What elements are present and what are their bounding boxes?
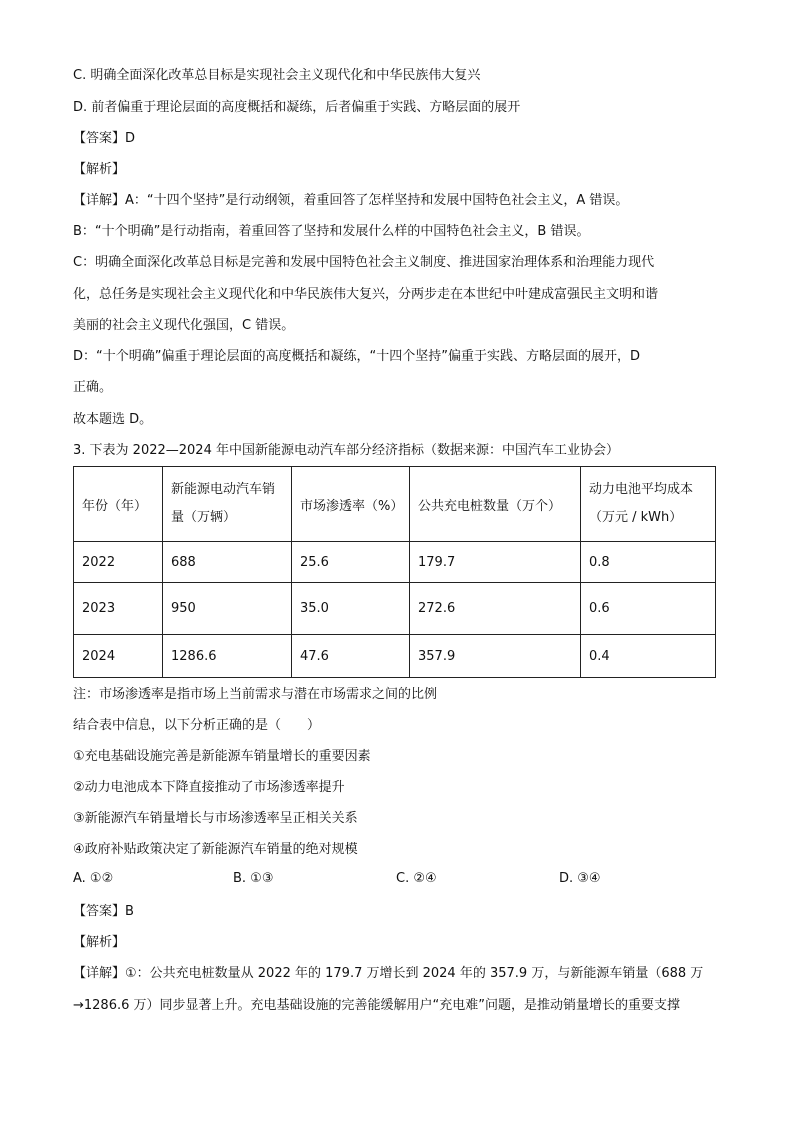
table-cell: 357.9 [410,635,581,678]
statement-2: ②动力电池成本下降直接推动了市场渗透率提升 [73,780,345,795]
table-row [74,542,716,583]
answer-options [73,871,723,891]
table-cell: 2022 [74,542,163,583]
table-cell: 0.4 [581,635,716,678]
table-cell: 1286.6 [163,635,292,678]
table-cell: 688 [163,542,292,583]
table-header-cell: 年份（年） [74,467,163,542]
table-cell: 179.7 [410,542,581,583]
table-header-cell: 公共充电桩数量（万个） [410,467,581,542]
detail-c-line3: 美丽的社会主义现代化强国，C 错误。 [73,318,295,333]
table-cell: 0.8 [581,542,716,583]
analysis-label: 【解析】 [73,162,126,177]
statement-1: ①充电基础设施完善是新能源车销量增长的重要因素 [73,749,371,764]
option-c-text: C. 明确全面深化改革总目标是实现社会主义现代化和中华民族伟大复兴 [73,68,481,83]
detail2-line1: 【详解】①：公共充电桩数量从 2022 年的 179.7 万增长到 2024 年的 357.9 万，与新能源车销量（688 万 [73,966,704,981]
table-cell: 0.6 [581,583,716,635]
analysis-label-2: 【解析】 [73,935,126,950]
option-d-text: D. 前者偏重于理论层面的高度概括和凝练，后者偏重于实践、方略层面的展开 [73,100,521,115]
detail-d-line2: 正确。 [73,380,113,395]
detail-a: 【详解】A：“十四个坚持”是行动纲领，着重回答了怎样坚持和发展中国特色社会主义，A 错误。 [73,193,629,208]
conclusion: 故本题选 D。 [73,412,153,427]
answer-label: 【答案】D [73,131,136,146]
table-note: 注：市场渗透率是指市场上当前需求与潜在市场需求之间的比例 [73,687,438,702]
option-a: A. ①② [73,871,114,886]
question-3-title: 3. 下表为 2022—2024 年中国新能源电动汽车部分经济指标（数据来源：中国汽车工业协会） [73,443,619,458]
table-cell: 950 [163,583,292,635]
table-cell: 2023 [74,583,163,635]
statement-3: ③新能源汽车销量增长与市场渗透率呈正相关关系 [73,811,358,826]
table-cell: 2024 [74,635,163,678]
table-header-row [74,467,716,542]
table-cell: 25.6 [292,542,410,583]
detail-c-line2: 化，总任务是实现社会主义现代化和中华民族伟大复兴，分两步走在本世纪中叶建成富强民主文明和谐 [73,287,659,302]
detail-b: B：“十个明确”是行动指南，着重回答了坚持和发展什么样的中国特色社会主义，B 错误。 [73,224,590,239]
indicator-table [73,466,716,678]
table-row [74,635,716,678]
detail-d-line1: D：“十个明确”偏重于理论层面的高度概括和凝练，“十四个坚持”偏重于实践、方略层面的展开，D [73,349,640,364]
table-header-cell: 市场渗透率（%） [292,467,410,542]
table-cell: 272.6 [410,583,581,635]
option-c: C. ②④ [396,871,437,886]
table-header-cell: 动力电池平均成本（万元 / kWh） [581,467,716,542]
table-cell: 35.0 [292,583,410,635]
answer-label-2: 【答案】B [73,904,134,919]
table-header-cell: 新能源电动汽车销量（万辆） [163,467,292,542]
detail2-line2: →1286.6 万）同步显著上升。充电基础设施的完善能缓解用户“充电难”问题，是推动销量增长的重要支撑 [73,998,680,1013]
table-cell: 47.6 [292,635,410,678]
detail-c-line1: C：明确全面深化改革总目标是完善和发展中国特色社会主义制度、推进国家治理体系和治理能力现代 [73,255,655,270]
question-prompt: 结合表中信息，以下分析正确的是（ ） [73,718,321,733]
table-row [74,583,716,635]
statement-4: ④政府补贴政策决定了新能源汽车销量的绝对规模 [73,842,358,857]
option-b: B. ①③ [233,871,274,886]
option-d: D. ③④ [559,871,601,886]
